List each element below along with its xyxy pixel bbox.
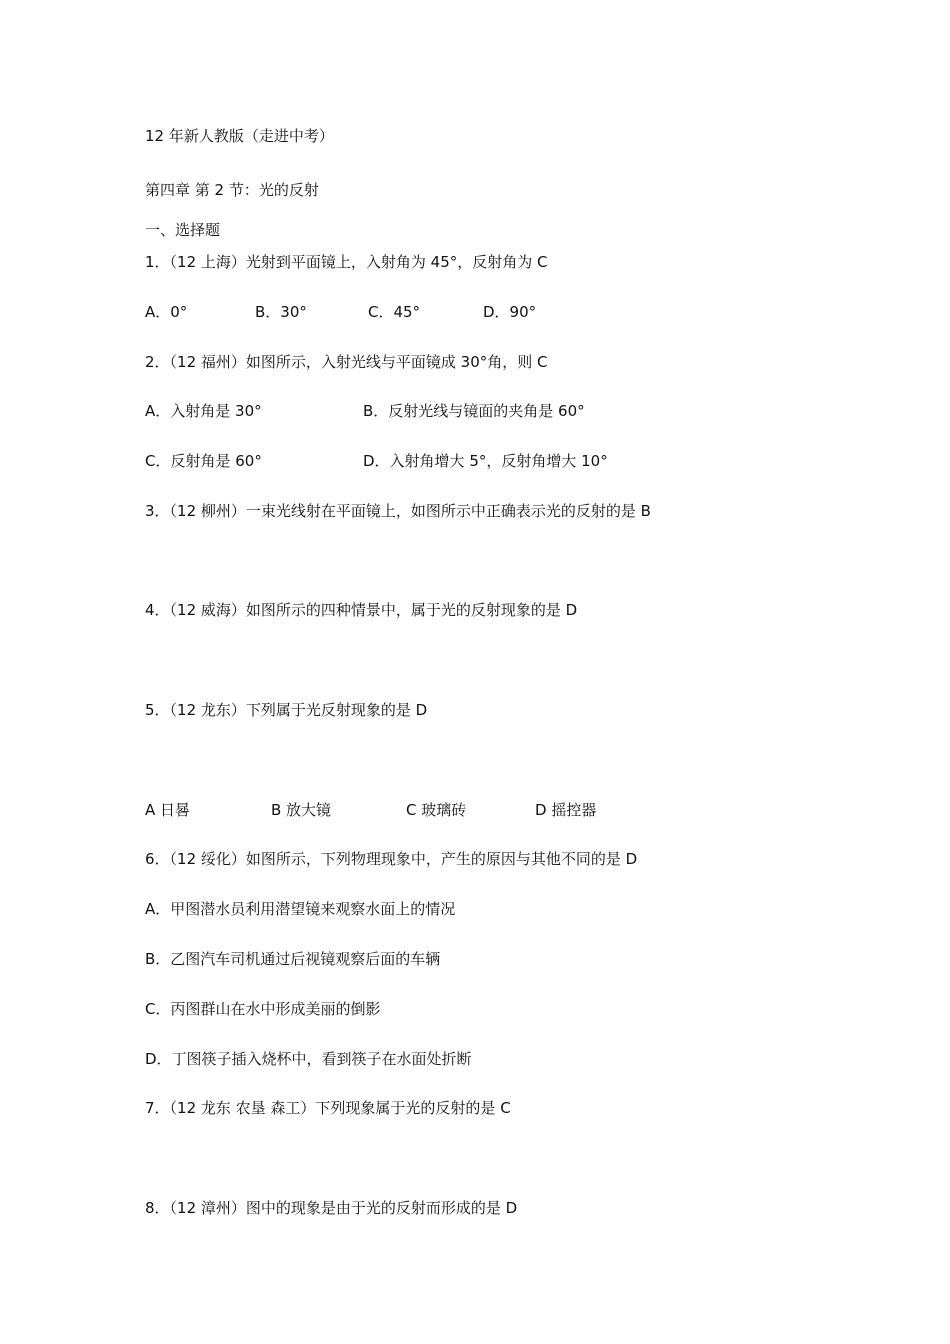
question-4-stem: 4．（12 威海）如图所示的四种情景中，属于光的反射现象的是 D — [145, 601, 578, 619]
question-5-stem: 5．（12 龙东）下列属于光反射现象的是 D — [145, 701, 428, 719]
chapter-heading: 第四章 第 2 节：光的反射 — [145, 181, 319, 199]
question-5-option-a: A 日晷 — [145, 801, 191, 819]
question-8-stem: 8．（12 漳州）图中的现象是由于光的反射而形成的是 D — [145, 1199, 518, 1217]
question-2-option-d: D．入射角增大 5°，反射角增大 10° — [363, 452, 608, 470]
question-6-stem: 6．（12 绥化）如图所示，下列物理现象中，产生的原因与其他不同的是 D — [145, 850, 638, 868]
question-2-option-a: A．入射角是 30° — [145, 402, 262, 420]
question-6-option-a: A．甲图潜水员利用潜望镜来观察水面上的情况 — [145, 900, 456, 918]
question-2-option-c: C．反射角是 60° — [145, 452, 262, 470]
question-1-stem: 1．（12 上海）光射到平面镜上，入射角为 45°，反射角为 C — [145, 253, 548, 271]
question-2-option-b: B．反射光线与镜面的夹角是 60° — [363, 402, 585, 420]
question-6-option-b: B．乙图汽车司机通过后视镜观察后面的车辆 — [145, 950, 441, 968]
question-6-option-d: D．丁图筷子插入烧杯中，看到筷子在水面处折断 — [145, 1050, 472, 1068]
question-6-option-c: C．丙图群山在水中形成美丽的倒影 — [145, 1000, 381, 1018]
question-7-stem: 7．（12 龙东 农垦 森工）下列现象属于光的反射的是 C — [145, 1099, 511, 1117]
document-title: 12 年新人教版（走进中考） — [145, 127, 334, 145]
question-1-option-a: A．0° — [145, 303, 188, 321]
question-1-option-d: D．90° — [483, 303, 537, 321]
question-2-stem: 2．（12 福州）如图所示，入射光线与平面镜成 30°角，则 C — [145, 353, 548, 371]
question-5-option-d: D 摇控器 — [535, 801, 597, 819]
question-3-stem: 3．（12 柳州）一束光线射在平面镜上，如图所示中正确表示光的反射的是 B — [145, 502, 651, 520]
question-5-option-b: B 放大镜 — [271, 801, 332, 819]
question-1-option-b: B．30° — [255, 303, 307, 321]
section-heading: 一、选择题 — [145, 221, 221, 239]
question-5-option-c: C 玻璃砖 — [406, 801, 467, 819]
question-1-option-c: C．45° — [368, 303, 421, 321]
